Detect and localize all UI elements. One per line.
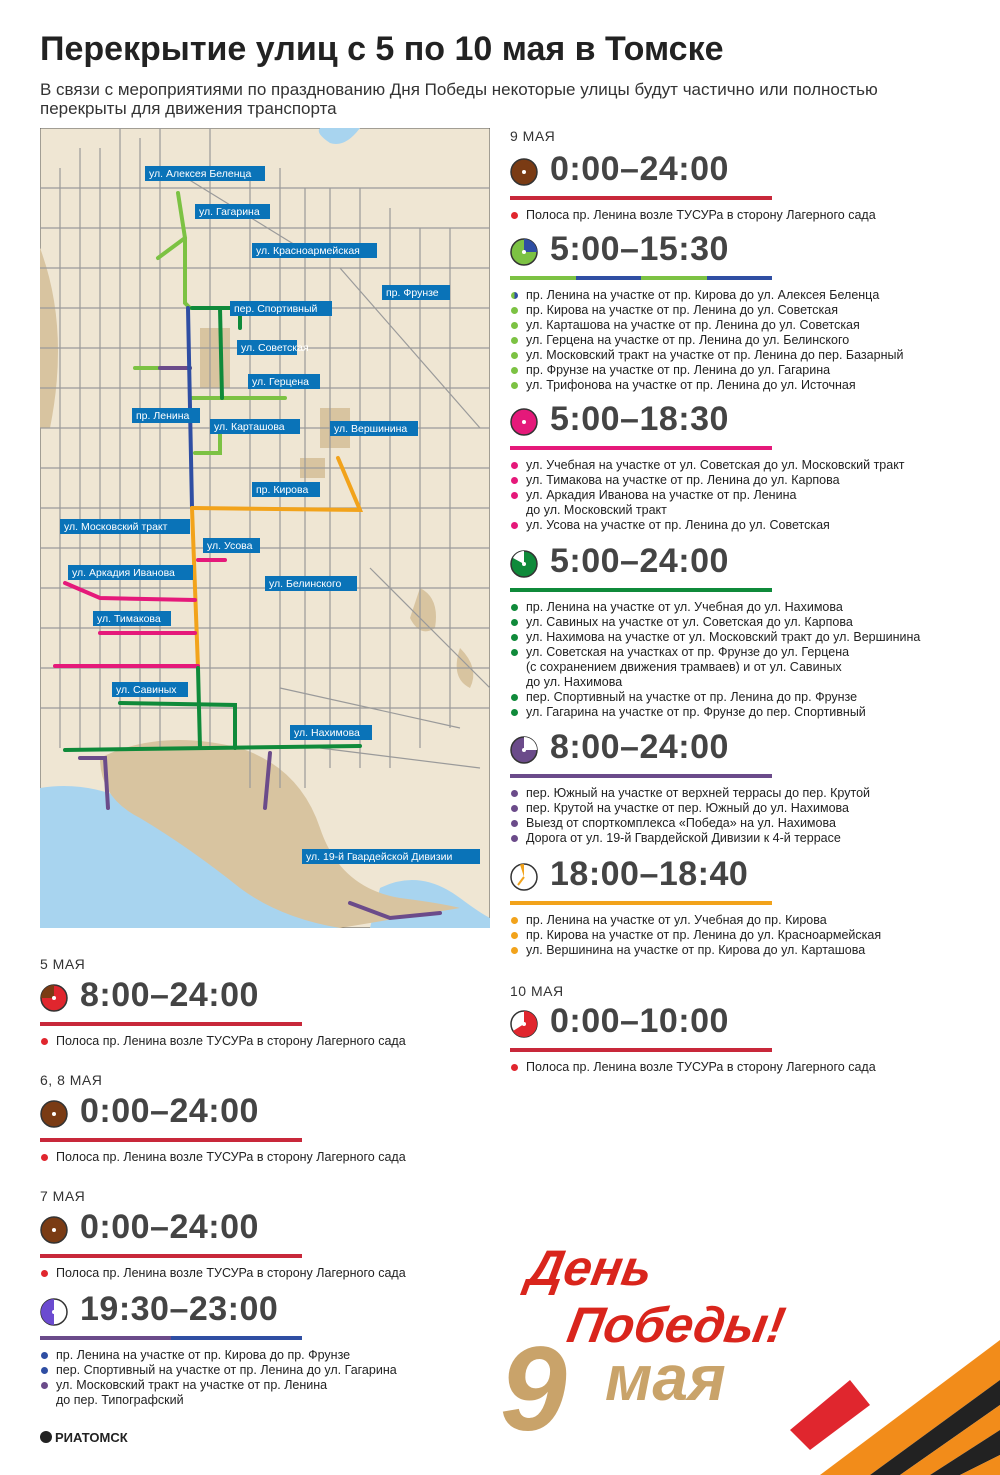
time-bar (40, 1138, 302, 1142)
time-bar (510, 774, 772, 778)
date-may7: 7 МАЯ (40, 1188, 86, 1204)
list-item-continued: до пер. Типографский (56, 1393, 184, 1407)
route-darkgreen-lenina (198, 668, 200, 748)
date-may5: 5 МАЯ (40, 956, 86, 972)
map-label-lenina: пр. Ленина (136, 410, 190, 422)
map-label-19gv: ул. 19-й Гвардейской Дивизии (306, 851, 453, 863)
list-item: пер. Спортивный на участке от пр. Ленина до пр. Фрунзе (510, 690, 920, 705)
list-item: ул. Аркадия Иванова на участке от пр. Ленина (510, 488, 905, 503)
list-item: пр. Ленина на участке от пр. Кирова до ул. Алексея Беленца (510, 288, 903, 303)
clock-icon (510, 1010, 538, 1038)
list-item: ул. Трифонова на участке от пр. Ленина до ул. Источная (510, 378, 903, 393)
may7-slot-1 (40, 1208, 406, 1281)
st-george-ribbon (790, 1340, 1000, 1475)
time-bar (510, 276, 772, 280)
map-label-gerzena: ул. Герцена (252, 376, 310, 388)
list-item: ул. Нахимова на участке от ул. Московский тракт до ул. Вершинина (510, 630, 920, 645)
list-item: Полоса пр. Ленина возле ТУСУРа в сторону Лагерного сада (510, 1060, 876, 1075)
time-bar (510, 196, 772, 200)
victory-day-emblem (490, 1230, 1000, 1475)
time-range: 19:30–23:00 (80, 1290, 279, 1328)
time-range: 0:00–24:00 (550, 150, 729, 188)
list-item: ул. Советская на участках от пр. Фрунзе до ул. Герцена (510, 645, 920, 660)
map-label-savinykh: ул. Савиных (116, 684, 177, 696)
list-item: пер. Крутой на участке от пер. Южный до ул. Нахимова (510, 801, 870, 816)
clock-icon (510, 736, 538, 764)
page-subtitle: В связи с мероприятиями по празднованию Дня Победы некоторые улицы будут частично или полностью перекрыты для движения транспорта (40, 80, 878, 118)
ria-tomsk-logo: РИАТОМСК (40, 1430, 128, 1445)
clock-icon (40, 1216, 68, 1244)
list-item: пр. Ленина на участке от ул. Учебная до ул. Нахимова (510, 600, 920, 615)
time-range: 0:00–10:00 (550, 1002, 729, 1040)
clock-icon (40, 1298, 68, 1326)
route-darkgreen-sov (220, 308, 222, 398)
time-bar (510, 901, 772, 905)
time-bar (510, 446, 772, 450)
may9-slot-6 (510, 855, 881, 958)
map-label-kartashova: ул. Карташова (214, 421, 285, 433)
list-item-continued: до ул. Московский тракт (526, 503, 667, 517)
list-item: пр. Кирова на участке от пр. Ленина до ул. Красноармейская (510, 928, 881, 943)
time-range: 8:00–24:00 (550, 728, 729, 766)
map-label-ivanova: ул. Аркадия Иванова (72, 567, 175, 579)
clock-icon (510, 408, 538, 436)
map-label-kirova: пр. Кирова (256, 484, 309, 496)
list-item: ул. Учебная на участке от ул. Советская до ул. Московский тракт (510, 458, 905, 473)
clock-icon (40, 1100, 68, 1128)
street-map (40, 128, 490, 928)
victory-text-line1: День (523, 1239, 658, 1296)
map-label-frunze: пр. Фрунзе (386, 287, 439, 299)
may9-slot-5 (510, 728, 870, 846)
list-item: Полоса пр. Ленина возле ТУСУРа в сторону Лагерного сада (40, 1034, 406, 1049)
may7-slot-2 (40, 1290, 397, 1408)
map-label-vershinina: ул. Вершинина (334, 423, 408, 435)
list-item: ул. Тимакова на участке от пр. Ленина до ул. Карпова (510, 473, 905, 488)
date-may6-8: 6, 8 МАЯ (40, 1072, 103, 1088)
list-item: пр. Кирова на участке от пр. Ленина до ул. Советская (510, 303, 903, 318)
time-range: 18:00–18:40 (550, 855, 749, 893)
list-item: ул. Московский тракт на участке от пр. Ленина до пер. Базарный (510, 348, 903, 363)
park-area-3 (200, 328, 230, 388)
map-label-usova: ул. Усова (207, 540, 253, 552)
map-label-timakova: ул. Тимакова (97, 613, 161, 625)
may9-slot-2 (510, 230, 903, 393)
list-item: ул. Усова на участке от пр. Ленина до ул. Советская (510, 518, 905, 533)
list-item-continued: до ул. Нахимова (526, 675, 623, 689)
clock-icon (510, 863, 538, 891)
list-item: ул. Гагарина на участке от пр. Фрунзе до пер. Спортивный (510, 705, 920, 720)
list-item: пр. Ленина на участке от ул. Учебная до пр. Кирова (510, 913, 881, 928)
may5-slot (40, 976, 406, 1049)
list-item: Полоса пр. Ленина возле ТУСУРа в сторону Лагерного сада (40, 1150, 406, 1165)
may6-slot (40, 1092, 406, 1165)
clock-icon (510, 550, 538, 578)
list-item: Дорога от ул. 19-й Гвардейской Дивизии к 4-й террасе (510, 831, 870, 846)
time-range: 5:00–24:00 (550, 542, 729, 580)
may9-slot-3 (510, 400, 905, 533)
clock-icon (40, 984, 68, 1012)
victory-number: 9 (500, 1322, 567, 1456)
list-item: ул. Карташова на участке от пр. Ленина до ул. Советская (510, 318, 903, 333)
time-bar (510, 588, 772, 592)
time-bar (40, 1336, 302, 1340)
victory-text-line2: Победы! (563, 1296, 790, 1353)
may10-slot (510, 1002, 876, 1075)
map-label-moskovsky: ул. Московский тракт (64, 521, 168, 533)
clock-icon (510, 158, 538, 186)
may9-slot-1 (510, 150, 876, 223)
time-bar (40, 1022, 302, 1026)
date-may9: 9 МАЯ (510, 128, 556, 144)
clock-icon (510, 238, 538, 266)
victory-month: мая (605, 1342, 726, 1414)
ria-logo-icon (40, 1431, 52, 1443)
list-item: Полоса пр. Ленина возле ТУСУРа в сторону Лагерного сада (40, 1266, 406, 1281)
list-item: Выезд от спорткомплекса «Победа» на ул. Нахимова (510, 816, 870, 831)
time-range: 8:00–24:00 (80, 976, 259, 1014)
time-range: 0:00–24:00 (80, 1092, 259, 1130)
list-item: ул. Герцена на участке от пр. Ленина до ул. Белинского (510, 333, 903, 348)
list-item: ул. Вершинина на участке от пр. Кирова до ул. Карташова (510, 943, 881, 958)
time-bar (510, 1048, 772, 1052)
list-item-continued: (с сохранением движения трамваев) и от ул. Савиных (526, 660, 842, 674)
may9-slot-4 (510, 542, 920, 720)
map-label-krasnoarm: ул. Красноармейская (256, 245, 360, 257)
date-may10: 10 МАЯ (510, 983, 564, 999)
list-item: Полоса пр. Ленина возле ТУСУРа в сторону Лагерного сада (510, 208, 876, 223)
map-label-belinskogo: ул. Белинского (269, 578, 342, 590)
map-label-belenca: ул. Алексея Беленца (149, 168, 252, 180)
time-range: 5:00–18:30 (550, 400, 729, 438)
list-item: ул. Московский тракт на участке от пр. Ленина (40, 1378, 397, 1393)
list-item: пер. Спортивный на участке от пр. Ленина до ул. Гагарина (40, 1363, 397, 1378)
list-item: пр. Ленина на участке от пр. Кирова до пр. Фрунзе (40, 1348, 397, 1363)
list-item: ул. Савиных на участке от ул. Советская до ул. Карпова (510, 615, 920, 630)
map-label-nakhimova: ул. Нахимова (294, 727, 360, 739)
time-range: 5:00–15:30 (550, 230, 729, 268)
time-bar (40, 1254, 302, 1258)
list-item: пр. Фрунзе на участке от пр. Ленина до ул. Гагарина (510, 363, 903, 378)
time-range: 0:00–24:00 (80, 1208, 259, 1246)
map-label-sovetskaya: ул. Советская (241, 342, 309, 354)
map-label-gagarina: ул. Гагарина (199, 206, 260, 218)
list-item: пер. Южный на участке от верхней террасы до пер. Крутой (510, 786, 870, 801)
map-label-sport: пер. Спортивный (234, 303, 318, 315)
page-title: Перекрытие улиц с 5 по 10 мая в Томске (40, 30, 724, 68)
